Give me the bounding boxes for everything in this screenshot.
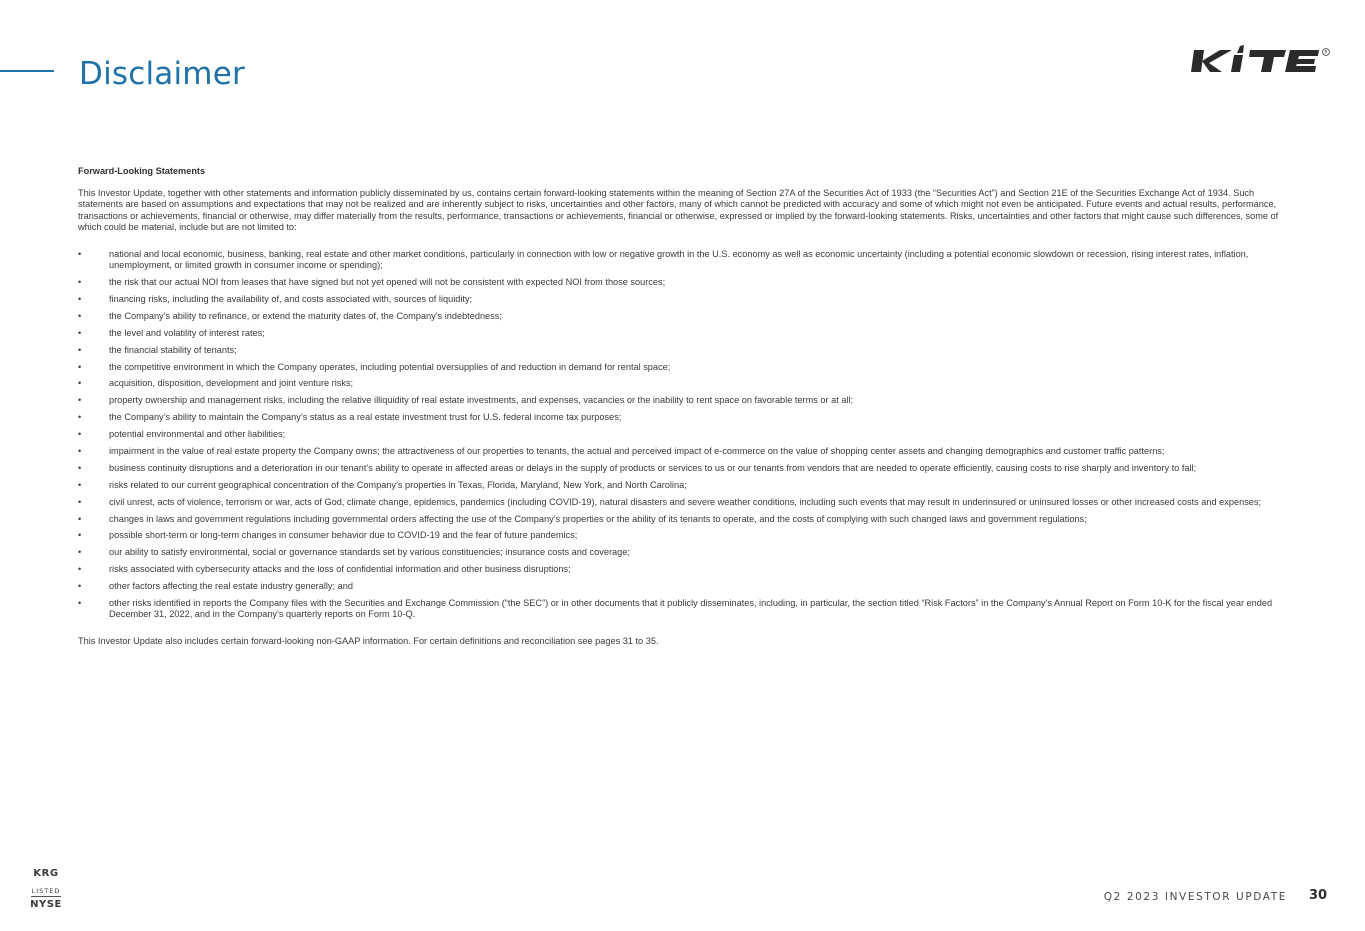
document-label: Q2 2023 INVESTOR UPDATE [1103, 891, 1287, 903]
risk-list-item [78, 497, 1291, 508]
risk-text: acquisition, disposition, development and joint venture risks; [109, 378, 354, 389]
closing-paragraph: This Investor Update also includes certain forward-looking non-GAAP information. For certain definitions and reconciliation see pages 31 to 35. [78, 636, 659, 647]
risk-text: possible short-term or long-term changes in consumer behavior due to COVID-19 and the fear of future pandemics; [109, 530, 578, 541]
bullet-icon: • [78, 479, 82, 490]
bullet-icon: • [78, 412, 82, 423]
listed-label: LISTED [31, 887, 61, 895]
bullet-icon: • [78, 361, 82, 372]
risk-text: the financial stability of tenants; [109, 344, 237, 355]
page-title: Disclaimer [79, 56, 245, 92]
risk-text: risks related to our current geographical concentration of the Company’s properties in Texas, Florida, Maryland, New York, and North Carolina; [109, 479, 687, 490]
risk-text: financing risks, including the availability of, and costs associated with, sources of liquidity; [109, 294, 473, 304]
bullet-icon: • [78, 547, 82, 558]
intro-paragraph: This Investor Update, together with other statements and information publicly disseminated by us, contains certain forward-looking statements within the meaning of Section 27A of the Securities Act of 1933 (the “Securities Act”) and Section 21E of the Securities Exchange Act of 1934. Such statements are based on assumptions and expectations that may not be realized and are inherently subject to risks, uncertainties and other factors, many of which cannot be predicted with accuracy and some of which might not even be anticipated. Future events and actual results, performance, transactions or achievements, financial or otherwise, may differ materially from the results, performance, transactions or achievements, financial or otherwise, expressed or implied by the forward-looking statements. Risks, uncertainties and other factors that might cause such differences, some of which could be material, include but are not limited to: [78, 188, 1279, 232]
bullet-icon: • [78, 564, 82, 575]
risk-text: the risk that our actual NOI from leases that have signed but not yet opened will not be consistent with expected NOI from those sources; [109, 277, 666, 288]
svg-text:R: R [1324, 49, 1328, 55]
risk-text: other factors affecting the real estate industry generally; and [109, 581, 353, 592]
risk-list-item [78, 294, 1291, 305]
risk-text: the competitive environment in which the Company operates, including potential oversupplies of and reduction in demand for rental space; [109, 361, 671, 372]
section-heading: Forward-Looking Statements [78, 166, 206, 176]
risk-text: potential environmental and other liabilities; [109, 429, 286, 440]
bullet-icon: • [78, 277, 82, 288]
bullet-icon: • [78, 249, 82, 260]
bullet-icon: • [78, 327, 82, 338]
risk-list-item [78, 463, 1291, 474]
bullet-icon: • [78, 581, 82, 592]
bullet-icon: • [78, 378, 82, 389]
risk-text: property ownership and management risks, including the relative illiquidity of real estate investments, and expenses, vacancies or the inability to rent space on favorable terms or at all; [109, 395, 854, 406]
risk-list-item [78, 378, 1291, 389]
risk-list-item [78, 446, 1291, 457]
risk-list-item [78, 249, 1291, 271]
bullet-icon: • [78, 395, 82, 406]
risk-list-item [78, 345, 1291, 356]
risk-list-item [78, 480, 1291, 491]
bullet-icon: • [78, 496, 82, 507]
risk-text: civil unrest, acts of violence, terrorism or war, acts of God, climate change, epidemics, pandemics (including COVID-19), natural disasters and severe weather conditions, including such events that may result in underinsured or uninsured losses or other increased costs and expenses; [109, 496, 1262, 507]
bullet-icon: • [78, 462, 82, 473]
bullet-icon: • [78, 513, 82, 524]
risk-list-item [78, 530, 1291, 541]
risk-text: risks associated with cybersecurity attacks and the loss of confidential information and other business disruptions; [109, 564, 571, 575]
risk-list-item [78, 328, 1291, 339]
risk-list-item [78, 581, 1291, 592]
risk-list-item [78, 412, 1291, 423]
nyse-listed-badge [26, 868, 66, 911]
risk-list-item [78, 277, 1291, 288]
bullet-icon: • [78, 294, 82, 304]
bullet-icon: • [78, 530, 82, 541]
risk-text: business continuity disruptions and a deterioration in our tenant’s ability to operate in affected areas or delays in the supply of products or services to us or our tenants from vendors that are needed to operate efficiently, causing costs to rise sharply and inventory to fall; [109, 462, 1197, 473]
risk-text: our ability to satisfy environmental, social or governance standards set by various constituencies; insurance costs and coverage; [109, 547, 630, 558]
risk-list-item [78, 362, 1291, 373]
risk-list-item [78, 598, 1291, 620]
risk-text: the level and volatility of interest rates; [109, 327, 265, 338]
bullet-icon: • [78, 344, 82, 355]
risk-list-item [78, 429, 1291, 440]
exchange-name: NYSE [30, 899, 62, 910]
risk-text: national and local economic, business, banking, real estate and other market conditions, particularly in connection with low or negative growth in the U.S. economy as well as economic uncertainty (including a potential economic slowdown or recession, rising interest rates, inflation, unemployment, or limited growth in consumer income or spending); [109, 249, 1249, 271]
title-accent-line [0, 70, 54, 72]
risk-list-item [78, 395, 1291, 406]
risk-list-item [78, 547, 1291, 558]
disclaimer-body [78, 166, 1291, 648]
bullet-icon: • [78, 446, 82, 457]
risk-factor-list [78, 249, 1291, 620]
risk-text: the Company’s ability to refinance, or extend the maturity dates of, the Company’s indebtedness; [109, 310, 502, 321]
risk-text: the Company’s ability to maintain the Company’s status as a real estate investment trust for U.S. federal income tax purposes; [109, 412, 622, 423]
bullet-icon: • [78, 310, 82, 321]
risk-list-item [78, 564, 1291, 575]
page-number: 30 [1309, 888, 1328, 903]
kite-logo [1188, 45, 1332, 77]
ticker-symbol: KRG [33, 868, 59, 879]
risk-text: impairment in the value of real estate property the Company owns; the attractiveness of our properties to tenants, the actual and perceived impact of e-commerce on the value of shopping center assets and changing demographics and customer traffic patterns; [109, 446, 1165, 457]
risk-list-item [78, 311, 1291, 322]
bullet-icon: • [78, 598, 82, 609]
risk-text: changes in laws and government regulations including governmental orders affecting the use of the Company’s properties or the ability of its tenants to operate, and the costs of complying with such changed laws and government regulations; [109, 513, 1087, 524]
bullet-icon: • [78, 429, 82, 440]
risk-text: other risks identified in reports the Company files with the Securities and Exchange Commission (“the SEC”) or in other documents that it publicly disseminates, including, in particular, the section titled “Risk Factors” in the Company’s Annual Report on Form 10-K for the fiscal year ended December 31, 2022, and in the Company’s quarterly reports on Form 10-Q. [109, 598, 1273, 620]
risk-list-item [78, 514, 1291, 525]
